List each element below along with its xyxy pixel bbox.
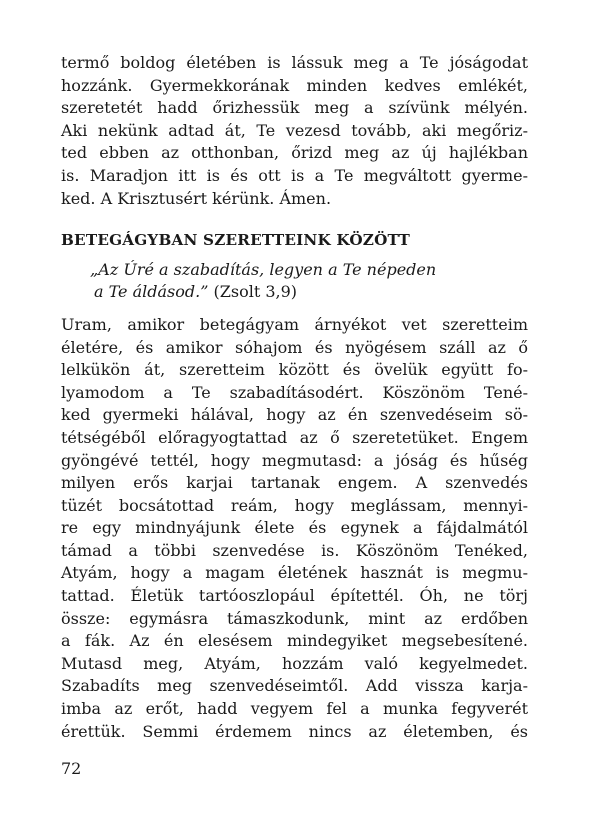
- quote-text: a Te áldásod.”: [94, 282, 209, 302]
- quote-line-2: [90, 281, 528, 304]
- text-line: Aki nekünk adtad át, Te vezesd tovább, aki megőriz-: [61, 120, 528, 140]
- intro-paragraph: [61, 52, 528, 210]
- bible-quote: [61, 259, 528, 304]
- text-line: ked. A Krisztusért kérünk. Ámen.: [61, 188, 332, 208]
- quote-reference: (Zsolt 3,9): [208, 282, 298, 302]
- quote-line-1: [90, 259, 528, 282]
- text-line: hozzánk. Gyermekkorának minden kedves emlékét,: [61, 75, 528, 95]
- text-line: lelkükön át, szeretteim között és övelük együtt fo-: [61, 360, 528, 380]
- section-heading: BETEGÁGYBAN SZERETTEINK KÖZÖTT: [61, 231, 410, 250]
- text-line: lyamodom a Te szabadításodért. Köszönöm Tené-: [61, 382, 528, 402]
- text-line: tattad. Életük tartóoszlopául építettél. Óh, ne törj: [61, 586, 528, 606]
- text-line: ked gyermeki hálával, hogy az én szenvedéseim sö-: [61, 405, 528, 425]
- text-line: re egy mindnyájunk élete és egynek a fájdalmától: [61, 518, 528, 538]
- text-line: érettük. Semmi érdemem nincs az életemben, és: [61, 721, 528, 741]
- text-line: milyen erős karjai tartanak engem. A szenvedés: [61, 473, 528, 493]
- text-line: össze: egymásra támaszkodunk, mint az erdőben: [61, 608, 528, 628]
- prayer-paragraph: [61, 314, 528, 743]
- text-line: is. Maradjon itt is és ott is a Te megváltott gyerme-: [61, 165, 528, 185]
- quote-text: „Az Úré a szabadítás, legyen a Te népeden: [90, 259, 437, 279]
- text-line: ted ebben az otthonban, őrizd meg az új hajlékban: [61, 143, 528, 163]
- text-line: Mutasd meg, Atyám, hozzám való kegyelmedet.: [61, 653, 528, 673]
- text-line: Szabadíts meg szenvedéseimtől. Add vissza karja-: [61, 676, 528, 696]
- text-line: Atyám, hogy a magam életének hasznát is megmu-: [61, 563, 528, 583]
- text-line: támad a többi szenvedése is. Köszönöm Tenéked,: [61, 540, 528, 560]
- text-line: életére, és amikor sóhajom és nyögésem száll az ő: [61, 337, 528, 357]
- text-line: gyöngévé tettél, hogy megmutasd: a jóság és hűség: [61, 450, 528, 470]
- text-line: imba az erőt, hadd vegyem fel a munka fegyverét: [61, 699, 528, 719]
- page-number: 72: [61, 759, 82, 778]
- text-line: a fák. Az én elesésem mindegyiket megsebesítené.: [61, 631, 528, 651]
- text-line: tétségéből előragyogtattad az ő szeretetüket. Engem: [61, 427, 528, 447]
- text-line: tüzét bocsátottad reám, hogy meglássam, mennyi-: [61, 495, 528, 515]
- text-line: szeretetét hadd őrizhessük meg a szívünk mélyén.: [61, 98, 528, 118]
- text-line: termő boldog életében is lássuk meg a Te jóságodat: [61, 53, 528, 72]
- page-text: [61, 52, 528, 743]
- text-line: Uram, amikor betegágyam árnyékot vet szeretteim: [61, 314, 528, 334]
